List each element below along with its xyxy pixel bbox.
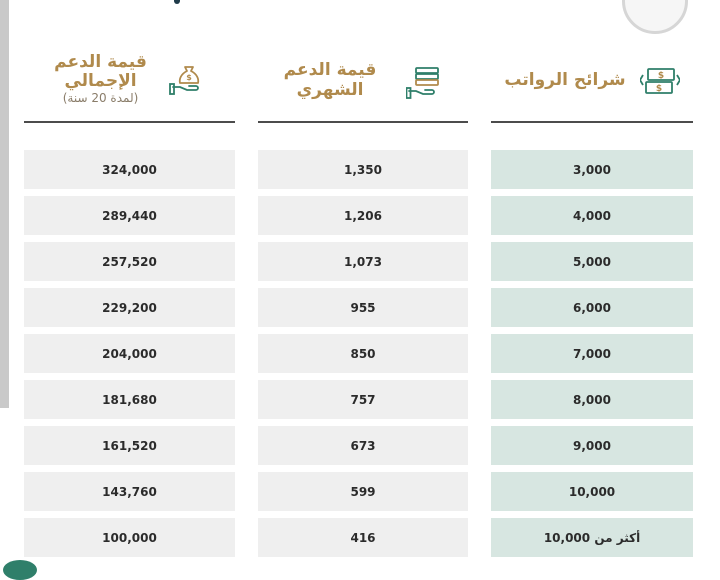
total-cell: 100,000 <box>24 518 235 557</box>
monthly-cell: 416 <box>258 518 468 557</box>
monthly-header-line2: الشهري <box>296 80 364 100</box>
total-header-underline <box>24 121 235 123</box>
money-bills-icon <box>640 63 680 99</box>
total-header-line2: الإجمالي <box>64 71 137 92</box>
bracket-cell: 3,000 <box>491 150 693 189</box>
bracket-cell: 4,000 <box>491 196 693 235</box>
money-bag-hand-icon <box>169 61 205 97</box>
total-cell: 324,000 <box>24 150 235 189</box>
monthly-cell: 955 <box>258 288 468 327</box>
cash-stack-hand-icon <box>406 63 442 99</box>
top-badge-icon <box>622 0 688 34</box>
header-salary-brackets <box>491 40 693 122</box>
salary-brackets-underline <box>491 121 693 123</box>
total-header-note: (لمدة 20 سنة) <box>62 90 139 105</box>
bracket-cell: أكثر من 10,000 <box>491 518 693 557</box>
monthly-cell: 850 <box>258 334 468 373</box>
monthly-cell: 1,206 <box>258 196 468 235</box>
monthly-cell: 1,073 <box>258 242 468 281</box>
total-cell: 289,440 <box>24 196 235 235</box>
svg-text:$: $ <box>657 71 664 81</box>
total-cell: 257,520 <box>24 242 235 281</box>
left-edge-strip <box>0 0 9 408</box>
monthly-cell: 757 <box>258 380 468 419</box>
monthly-cell: 673 <box>258 426 468 465</box>
salary-brackets-header: شرائح الرواتب <box>504 70 626 91</box>
bracket-cell: 5,000 <box>491 242 693 281</box>
bracket-cell: 8,000 <box>491 380 693 419</box>
header-total-support <box>24 38 235 120</box>
bracket-cell: 7,000 <box>491 334 693 373</box>
total-cell: 229,200 <box>24 288 235 327</box>
monthly-header-line1: قيمة الدعم <box>283 60 377 81</box>
monthly-cell: 1,350 <box>258 150 468 189</box>
monthly-cell: 599 <box>258 472 468 511</box>
total-cell: 161,520 <box>24 426 235 465</box>
total-header-line1: قيمة الدعم <box>54 51 147 72</box>
svg-text:$: $ <box>186 73 192 82</box>
bracket-cell: 6,000 <box>491 288 693 327</box>
bracket-cell: 9,000 <box>491 426 693 465</box>
bottom-logo-icon <box>3 560 37 580</box>
total-cell: 204,000 <box>24 334 235 373</box>
bracket-cell: 10,000 <box>491 472 693 511</box>
top-dot-mark <box>174 0 180 4</box>
total-cell: 181,680 <box>24 380 235 419</box>
svg-text:$: $ <box>655 84 662 94</box>
header-monthly-support <box>258 40 468 122</box>
total-cell: 143,760 <box>24 472 235 511</box>
monthly-header-underline <box>258 121 468 123</box>
